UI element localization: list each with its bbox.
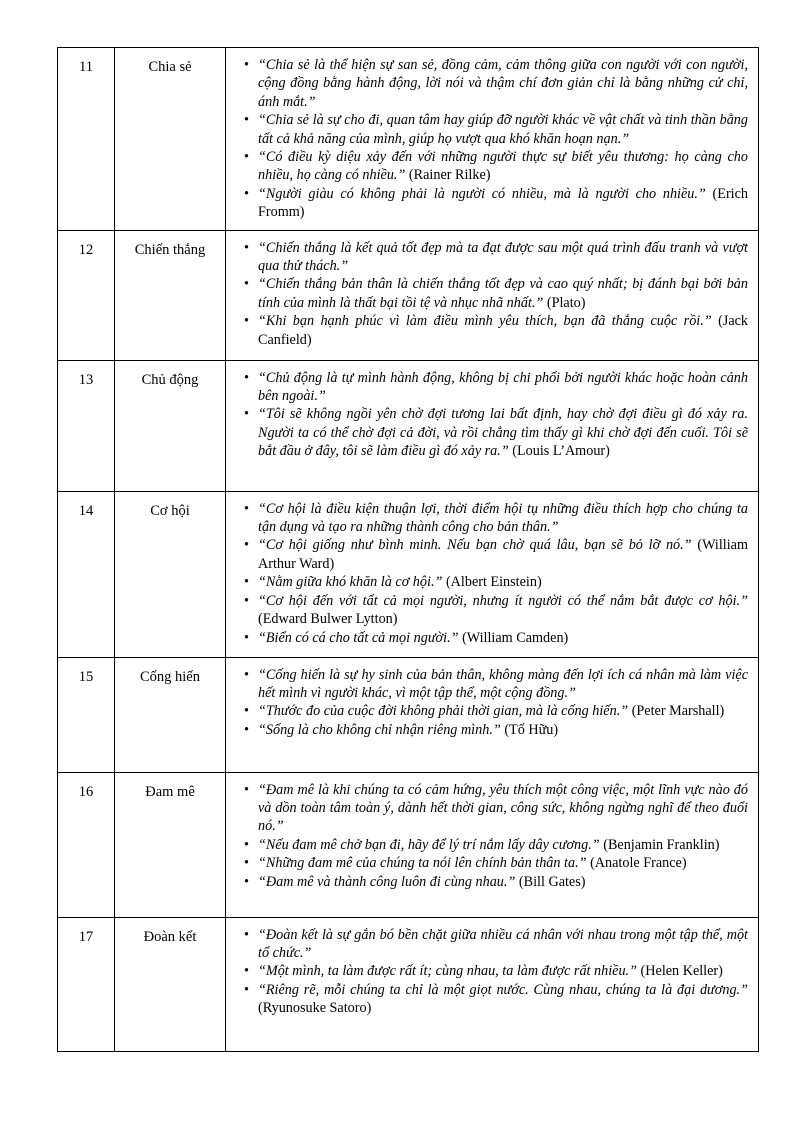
bullet-icon: •	[244, 981, 249, 998]
row-term: Chiến thắng	[115, 230, 226, 360]
row-number: 17	[58, 917, 115, 1051]
bullet-icon: •	[244, 57, 249, 73]
bullet-icon: •	[244, 629, 249, 646]
quote-author: (Rainer Rilke)	[408, 167, 491, 184]
bullet-icon: •	[244, 855, 249, 872]
bullet-icon: •	[244, 149, 249, 166]
quote-text: “Thước đo của cuộc đời không phải thời gian, mà là cống hiến.”	[258, 703, 629, 720]
quote-item	[244, 721, 748, 739]
row-number: 13	[58, 360, 115, 491]
quote-author: (Helen Keller)	[640, 963, 723, 980]
table-row	[58, 917, 759, 1051]
row-term: Đoàn kết	[115, 917, 226, 1051]
quote-text: “Tôi sẽ không ngồi yên chờ đợi tương lai bất định, hay chờ đợi điều gì đó xảy ra. Người ta có thể chờ đợi cả đời, và rồi chẳng tìm thấy gì khi chờ đợi đến cuối. Tôi sẽ bắt đầu ở đây, tôi sẽ làm điều gì đó xảy ra.”	[258, 406, 748, 460]
quote-text: “Riêng rẽ, mỗi chúng ta chỉ là một giọt nước. Cùng nhau, chúng ta là đại dương.”	[258, 981, 748, 998]
quote-author: (William Camden)	[462, 629, 569, 646]
quote-item	[244, 405, 748, 460]
quote-text: “Nằm giữa khó khăn là cơ hội.”	[258, 574, 443, 591]
quote-author: (Anatole France)	[590, 855, 687, 872]
quote-item	[244, 854, 748, 872]
bullet-icon: •	[244, 185, 249, 202]
quote-list	[244, 926, 748, 1018]
quote-author: (Peter Marshall)	[631, 703, 725, 720]
quote-text: “Cơ hội giống như bình minh. Nếu bạn chờ quá lâu, bạn sẽ bỏ lỡ nó.”	[258, 537, 692, 554]
bullet-icon: •	[244, 836, 249, 853]
bullet-icon: •	[244, 721, 249, 738]
quote-text: “Chia sẻ là sự cho đi, quan tâm hay giúp đỡ người khác về vật chất và tinh thần bằng tất cả khả năng của mình, giúp họ vượt qua khó khăn hoạn nạn.”	[258, 112, 748, 147]
quote-author: (Ryunosuke Satoro)	[258, 1000, 372, 1017]
quote-text: “Những đam mê của chúng ta nói lên chính bản thân ta.”	[258, 855, 587, 872]
quote-author: (Jack Canfield)	[258, 313, 749, 348]
quote-item	[244, 962, 748, 980]
row-number: 14	[58, 491, 115, 657]
row-quotes	[226, 230, 759, 360]
quote-item	[244, 56, 748, 111]
quote-item	[244, 500, 748, 537]
quote-item	[244, 666, 748, 703]
table-row	[58, 772, 759, 917]
bullet-icon: •	[244, 963, 249, 980]
quote-author: (Edward Bulwer Lytton)	[258, 611, 398, 628]
quote-author: (Tố Hữu)	[504, 721, 559, 738]
bullet-icon: •	[244, 239, 249, 256]
quote-list	[244, 369, 748, 461]
quote-item	[244, 536, 748, 573]
quote-item	[244, 836, 748, 854]
quote-item	[244, 369, 748, 406]
row-quotes	[226, 360, 759, 491]
quote-text: “Cơ hội đến với tất cả mọi người, nhưng ít người có thể nắm bắt được cơ hội.”	[258, 592, 748, 609]
table-row	[58, 230, 759, 360]
row-quotes	[226, 772, 759, 917]
quote-text: “Khi bạn hạnh phúc vì làm điều mình yêu thích, bạn đã thắng cuộc rồi.”	[258, 313, 712, 330]
bullet-icon: •	[244, 574, 249, 591]
quote-text: “Sống là cho không chỉ nhận riêng mình.”	[258, 721, 501, 738]
row-number: 15	[58, 657, 115, 772]
quote-item	[244, 981, 748, 1018]
row-number: 11	[58, 48, 115, 231]
row-term: Chủ động	[115, 360, 226, 491]
table-row	[58, 48, 759, 231]
quote-item	[244, 185, 748, 222]
quote-text: “Cơ hội là điều kiện thuận lợi, thời điểm hội tụ những điều thích hợp cho chúng ta tận dụng và tạo ra những thành công cho bản thân.”	[258, 500, 748, 536]
bullet-icon: •	[244, 406, 249, 423]
quote-text: “Đam mê là khi chúng ta có cảm hứng, yêu thích một công việc, một lĩnh vực nào đó và dồn toàn tâm toàn ý, dành hết thời gian, công sức, không ngừng nghĩ để theo đuổi nó.”	[258, 781, 748, 835]
quote-text: “Một mình, ta làm được rất ít; cùng nhau, ta làm được rất nhiều.”	[258, 963, 637, 980]
quote-text: “Chiến thắng là kết quả tốt đẹp mà ta đạt được sau một quá trình đấu tranh và vượt qua thử thách.”	[258, 239, 748, 275]
quotes-table	[57, 47, 759, 1052]
table-row	[58, 360, 759, 491]
quote-item	[244, 629, 748, 647]
quote-author: (Louis L’Amour)	[512, 443, 610, 460]
row-term: Cơ hội	[115, 491, 226, 657]
quote-list	[244, 500, 748, 647]
bullet-icon: •	[244, 666, 249, 683]
quote-author: (Bill Gates)	[518, 873, 586, 890]
row-term: Chia sẻ	[115, 48, 226, 231]
quote-author: (Benjamin Franklin)	[603, 836, 720, 853]
bullet-icon: •	[244, 500, 249, 517]
quote-text: “Cống hiến là sự hy sinh của bản thân, không màng đến lợi ích cá nhân mà làm việc hết mình vì người khác, vì một tập thể, một cộng đồng.”	[258, 666, 748, 702]
quote-text: “Chủ động là tự mình hành động, không bị chi phối bởi người khác hoặc hoàn cảnh bên ngoài.”	[258, 369, 748, 405]
bullet-icon: •	[244, 781, 249, 798]
quote-item	[244, 702, 748, 720]
bullet-icon: •	[244, 873, 249, 890]
table-row	[58, 657, 759, 772]
quote-text: “Đam mê và thành công luôn đi cùng nhau.”	[258, 873, 516, 890]
row-term: Đam mê	[115, 772, 226, 917]
quote-item	[244, 275, 748, 312]
quote-item	[244, 781, 748, 836]
row-quotes	[226, 491, 759, 657]
quote-item	[244, 592, 748, 629]
quote-item	[244, 148, 748, 185]
quote-list	[244, 666, 748, 740]
table-body	[58, 48, 759, 1052]
quote-list	[244, 239, 748, 349]
quote-author: (William Arthur Ward)	[258, 537, 749, 572]
row-term: Cống hiến	[115, 657, 226, 772]
quote-text: “Nếu đam mê chở bạn đi, hãy để lý trí nắm lấy dây cương.”	[258, 836, 600, 853]
bullet-icon: •	[244, 592, 249, 609]
bullet-icon: •	[244, 369, 249, 386]
quote-author: (Albert Einstein)	[445, 574, 542, 591]
bullet-icon: •	[244, 537, 249, 554]
quote-item	[244, 239, 748, 276]
quote-item	[244, 573, 748, 591]
row-quotes	[226, 917, 759, 1051]
table-row	[58, 491, 759, 657]
quote-list	[244, 781, 748, 891]
quote-text: “Chia sẻ là thể hiện sự san sẻ, đồng cảm, cảm thông giữa con người với con người, cộng đồng bằng hành động, lời nói và thậm chí đơn giản chỉ là bằng những cử chỉ, ánh mắt.”	[258, 57, 748, 110]
quote-item	[244, 926, 748, 963]
quote-item	[244, 111, 748, 148]
row-number: 12	[58, 230, 115, 360]
bullet-icon: •	[244, 112, 249, 129]
bullet-icon: •	[244, 313, 249, 330]
bullet-icon: •	[244, 926, 249, 943]
quote-author: (Plato)	[546, 294, 586, 311]
quote-text: “Có điều kỳ diệu xảy đến với những người thực sự biết yêu thương: họ càng cho nhiều, họ càng có nhiều.”	[258, 149, 748, 184]
quote-item	[244, 312, 748, 349]
quote-text: “Người giàu có không phải là người có nhiều, mà là người cho nhiều.”	[258, 185, 706, 202]
row-number: 16	[58, 772, 115, 917]
quote-text: “Biển có cá cho tất cả mọi người.”	[258, 629, 459, 646]
quote-list	[244, 56, 748, 222]
quote-text: “Chiến thắng bản thân là chiến thắng tốt đẹp và cao quý nhất; bị đánh bại bởi bản tính của mình là thất bại tồi tệ và nhục nhã nhất.”	[258, 276, 748, 311]
bullet-icon: •	[244, 703, 249, 720]
quote-item	[244, 873, 748, 891]
row-quotes	[226, 48, 759, 231]
bullet-icon: •	[244, 276, 249, 293]
quote-author: (Erich Fromm)	[258, 185, 748, 221]
quote-text: “Đoàn kết là sự gắn bó bền chặt giữa nhiều cá nhân với nhau trong một tập thể, một tổ chức.”	[258, 926, 748, 962]
row-quotes	[226, 657, 759, 772]
